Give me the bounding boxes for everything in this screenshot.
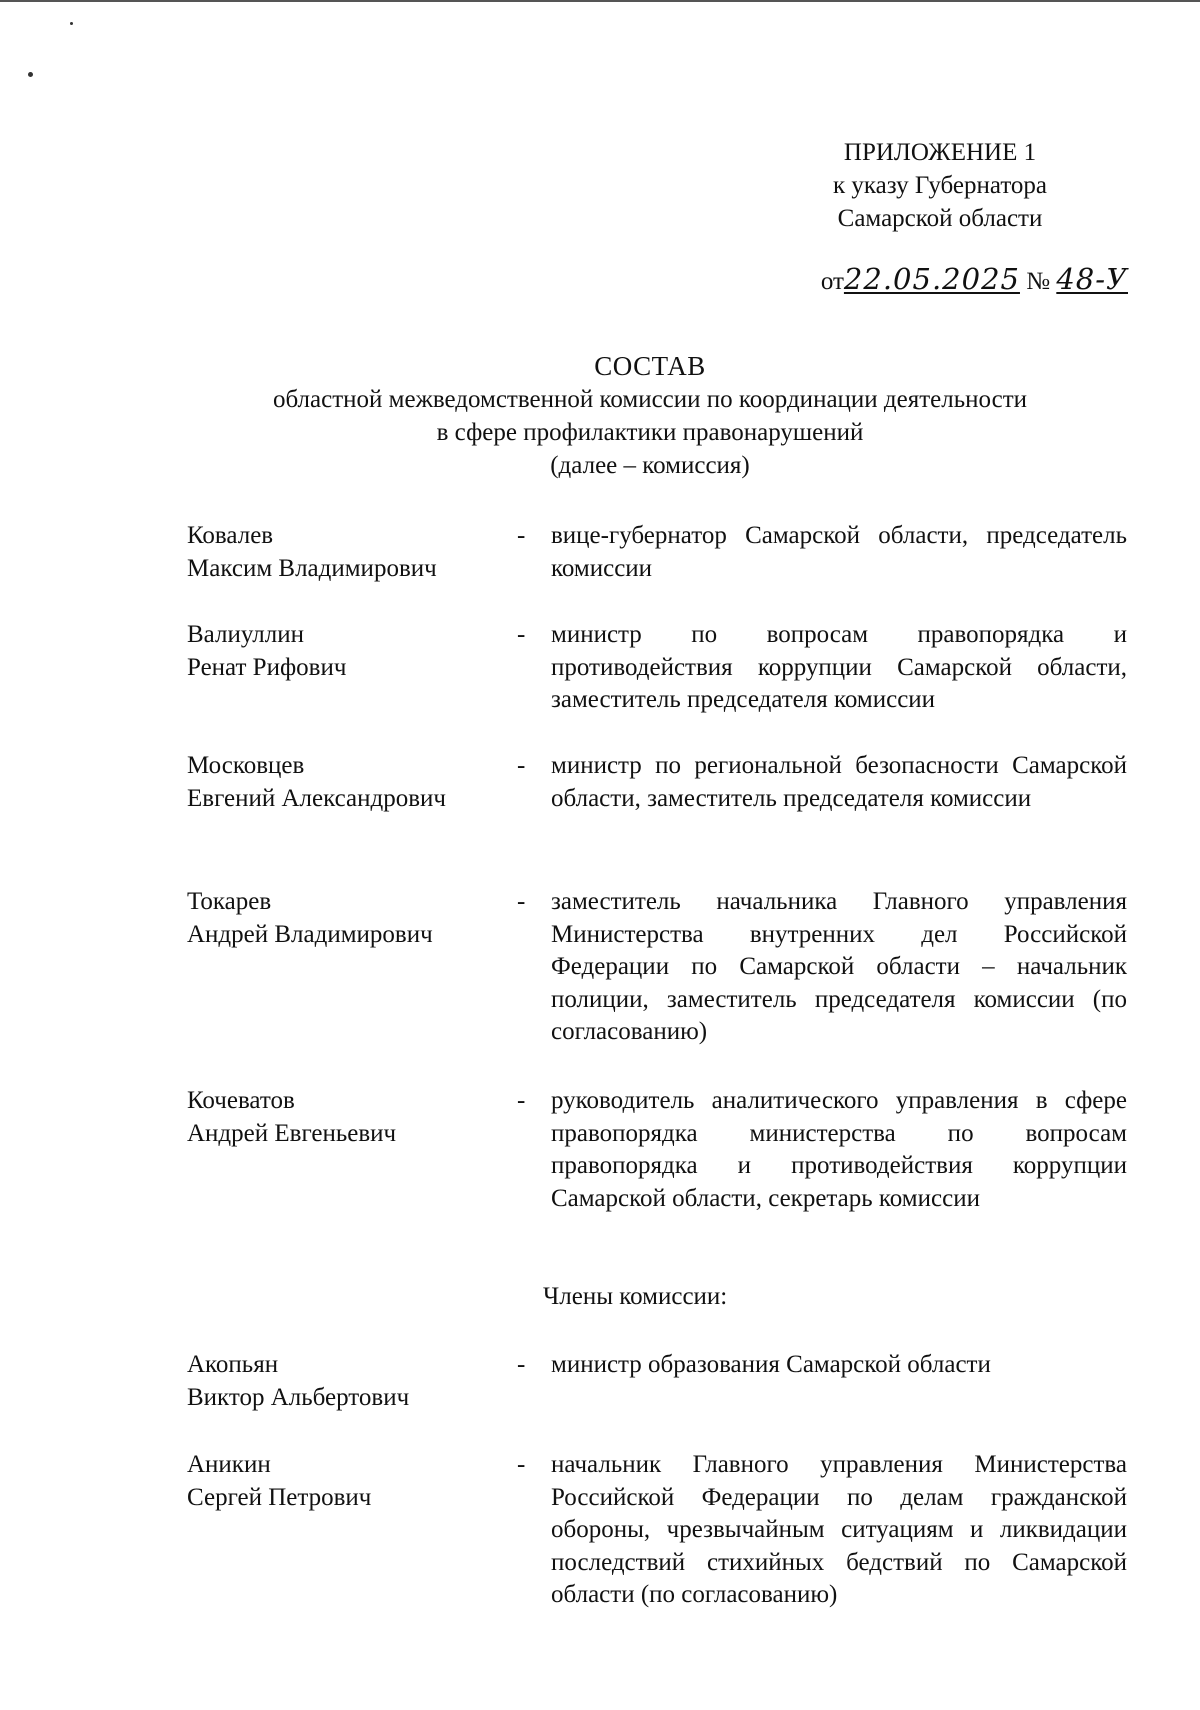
roster-row [187, 619, 1127, 750]
roster-row [187, 750, 1127, 886]
member-name [187, 1349, 517, 1449]
member-role: министр образования Самарской области [551, 1351, 991, 1378]
roster-row [187, 520, 1127, 619]
dash-separator: - [517, 1451, 526, 1478]
member-name [187, 619, 517, 750]
member-name [187, 750, 517, 886]
member-given-names: Сергей Петрович [187, 1483, 372, 1511]
commission-roster [187, 520, 1127, 1619]
date-prefix: от [820, 268, 844, 295]
member-given-names: Евгений Александрович [187, 784, 446, 812]
member-surname: Аникин [187, 1451, 271, 1478]
member-name [187, 1449, 517, 1619]
member-surname: Акопьян [187, 1351, 279, 1378]
member-role: министр по вопросам правопорядка и противодействия коррупции Самарской области, заместитель председателя комиссии [551, 621, 1127, 713]
member-surname: Московцев [187, 752, 305, 779]
member-surname: Токарев [187, 888, 272, 915]
annex-decree: к указу Губернатора [832, 172, 1048, 199]
member-given-names: Виктор Альбертович [187, 1383, 410, 1411]
dash-separator: - [517, 522, 526, 549]
member-name [187, 886, 517, 1085]
roster-row [187, 1085, 1127, 1281]
member-given-names: Ренат Рифович [187, 653, 347, 681]
member-given-names: Андрей Евгеньевич [187, 1119, 397, 1147]
dash-separator: - [517, 752, 526, 779]
member-given-names: Максим Владимирович [187, 554, 437, 582]
member-role: руководитель аналитического управления в сфере правопорядка министерства по вопросам правопорядка и противодействия коррупции Самарской области, секретарь комиссии [551, 1087, 1127, 1212]
member-role: вице-губернатор Самарской области, председатель комиссии [551, 522, 1127, 582]
member-surname: Кочеватов [187, 1087, 295, 1114]
dash-separator: - [517, 621, 526, 648]
dash-separator: - [517, 1087, 526, 1114]
member-role: начальник Главного управления Министерства Российской Федерации по делам гражданской обороны, чрезвычайным ситуациям и ликвидации последствий стихийных бедствий по Самарской области (по согласованию) [551, 1451, 1127, 1608]
scan-speck [28, 72, 33, 77]
document-title: СОСТАВ [594, 351, 706, 381]
number-sign: № [1026, 268, 1051, 295]
roster-row [187, 1449, 1127, 1619]
member-name [187, 1085, 517, 1281]
dash-separator: - [517, 1351, 526, 1378]
member-role: министр по региональной безопасности Самарской области, заместитель председателя комиссии [551, 752, 1127, 812]
roster-row [187, 886, 1127, 1085]
roster-row [187, 1349, 1127, 1449]
annex-region: Самарской области [837, 205, 1043, 232]
members-label: Члены комиссии: [543, 1283, 728, 1310]
document-heading [200, 350, 1100, 482]
member-given-names: Андрей Владимирович [187, 920, 433, 948]
heading-line-2: в сфере профилактики правонарушений [436, 419, 864, 446]
decree-date: 22.05.2025 [843, 262, 1020, 296]
scan-top-edge [0, 0, 1200, 2]
heading-line-3: (далее – комиссия) [550, 452, 750, 479]
member-surname: Ковалев [187, 522, 274, 549]
member-role: заместитель начальника Главного управления Министерства внутренних дел Российской Федерации по Самарской области – начальник полиции, заместитель председателя комиссии (по согласованию) [551, 888, 1127, 1045]
heading-line-1: областной межведомственной комиссии по координации деятельности [272, 386, 1028, 413]
member-name [187, 520, 517, 619]
member-surname: Валиуллин [187, 621, 304, 648]
annex-title: ПРИЛОЖЕНИЕ 1 [843, 139, 1037, 166]
scan-speck [70, 22, 73, 25]
annex-block [795, 136, 1085, 235]
decree-number: 48-У [1056, 262, 1128, 296]
dash-separator: - [517, 888, 526, 915]
decree-date-number [821, 262, 1128, 298]
